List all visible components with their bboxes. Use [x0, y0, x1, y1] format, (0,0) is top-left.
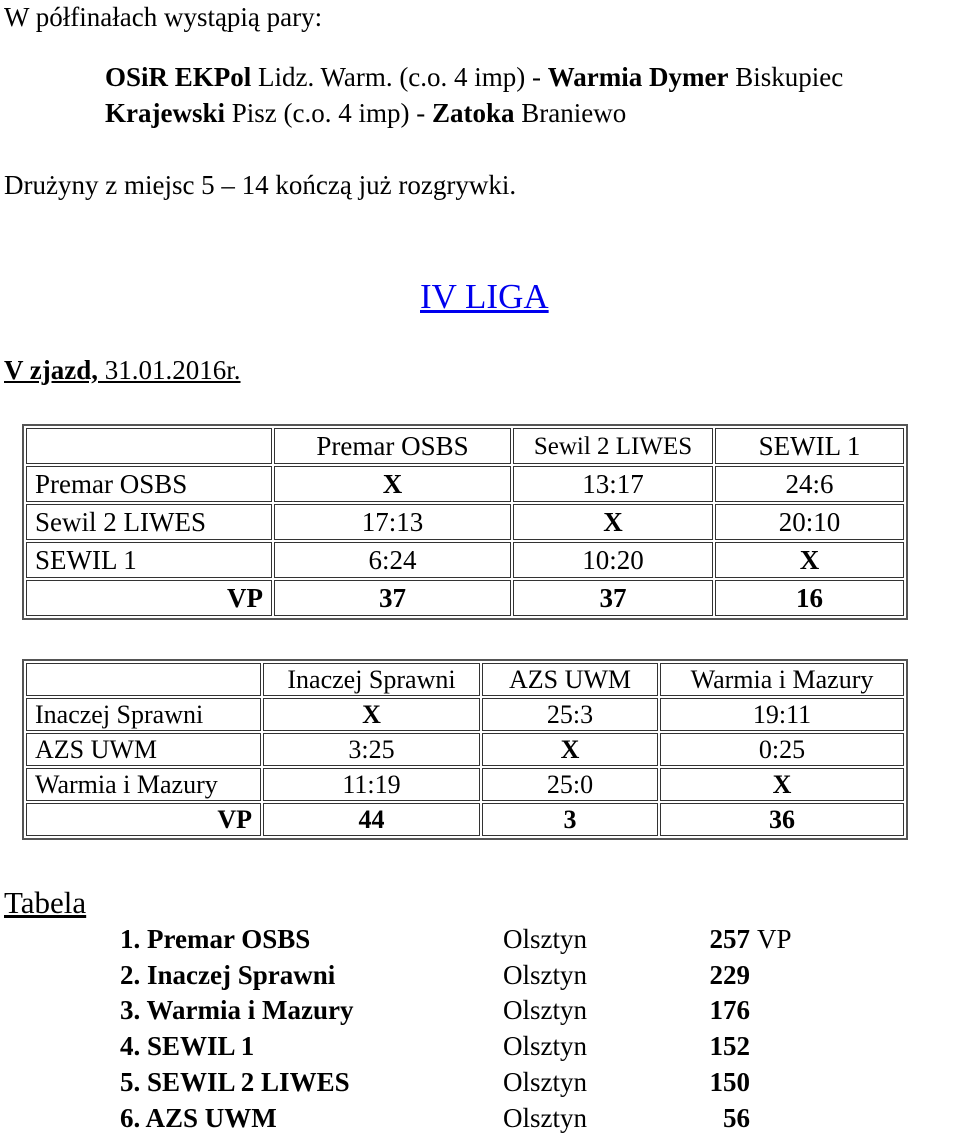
- intro-text: W półfinałach wystąpią pary:: [4, 2, 323, 32]
- team-city: Olsztyn: [503, 924, 587, 954]
- score-cell: 25:3: [482, 698, 658, 731]
- team-name: Zatoka: [431, 98, 515, 128]
- league-title-link[interactable]: IV LIGA: [420, 277, 549, 316]
- column-header: SEWIL 1: [715, 428, 904, 464]
- team-name: 5. SEWIL 2 LIWES: [120, 1066, 350, 1097]
- team-points: 152: [709, 1031, 750, 1062]
- row-header: Sewil 2 LIWES: [26, 504, 272, 540]
- points-unit: VP: [757, 924, 792, 954]
- table-header-row: [26, 663, 904, 696]
- table-row: [26, 466, 904, 502]
- team-points: 229: [709, 959, 750, 990]
- team-city: Olsztyn: [503, 1066, 587, 1097]
- column-header: Warmia i Mazury: [660, 663, 904, 696]
- session-heading: [4, 357, 241, 384]
- score-cell: 24:6: [715, 466, 904, 502]
- semifinal-pair-2: [105, 100, 626, 127]
- score-cell: 20:10: [715, 504, 904, 540]
- team-city: Olsztyn: [503, 1102, 587, 1133]
- score-cell: 11:19: [263, 768, 480, 801]
- team-detail: Braniewo: [514, 98, 627, 128]
- team-city: Olsztyn: [503, 995, 587, 1026]
- vp-row: [26, 580, 904, 616]
- vp-value: 36: [660, 803, 904, 836]
- session-date: 31.01.2016r.: [98, 355, 241, 385]
- score-cell: 25:0: [482, 768, 658, 801]
- table-row: [26, 768, 904, 801]
- table-row: [26, 504, 904, 540]
- standings-title: Tabela: [4, 885, 87, 920]
- score-cell: X: [274, 466, 511, 502]
- team-name: Warmia Dymer: [547, 62, 729, 92]
- vp-value: 3: [482, 803, 658, 836]
- vp-label: VP: [26, 580, 272, 616]
- score-cell: X: [715, 542, 904, 578]
- vp-value: 37: [274, 580, 511, 616]
- team-detail: Pisz (c.o. 4 imp) -: [224, 98, 432, 128]
- team-points: 56: [723, 1102, 750, 1133]
- table-row: [26, 698, 904, 731]
- vp-row: [26, 803, 904, 836]
- team-name: 3. Warmia i Mazury: [120, 995, 354, 1026]
- score-cell: 3:25: [263, 733, 480, 766]
- score-cell: 17:13: [274, 504, 511, 540]
- score-cell: 10:20: [513, 542, 713, 578]
- table-row: [26, 733, 904, 766]
- results-table-2: [22, 659, 908, 840]
- row-header: AZS UWM: [26, 733, 261, 766]
- score-cell: X: [660, 768, 904, 801]
- column-header: Inaczej Sprawni: [263, 663, 480, 696]
- score-cell: X: [263, 698, 480, 731]
- empty-cell: [26, 428, 272, 464]
- team-name: 1. Premar OSBS: [120, 924, 311, 954]
- note-text: Drużyny z miejsc 5 – 14 kończą już rozgrywki.: [4, 170, 517, 200]
- score-cell: X: [513, 504, 713, 540]
- team-name: 2. Inaczej Sprawni: [120, 959, 336, 990]
- row-header: SEWIL 1: [26, 542, 272, 578]
- score-cell: 6:24: [274, 542, 511, 578]
- row-header: Premar OSBS: [26, 466, 272, 502]
- team-detail: Biskupiec: [728, 62, 844, 92]
- column-header: Premar OSBS: [274, 428, 511, 464]
- table-row: [26, 542, 904, 578]
- team-detail: Lidz. Warm. (c.o. 4 imp) -: [251, 62, 548, 92]
- row-header: Inaczej Sprawni: [26, 698, 261, 731]
- team-points: 176: [709, 995, 750, 1026]
- team-name: 6. AZS UWM: [120, 1102, 277, 1133]
- score-cell: 13:17: [513, 466, 713, 502]
- results-table-1: [22, 424, 908, 620]
- column-header: Sewil 2 LIWES: [513, 428, 713, 464]
- score-cell: 0:25: [660, 733, 904, 766]
- team-city: Olsztyn: [503, 959, 587, 990]
- team-name: Krajewski: [105, 98, 225, 128]
- table-header-row: [26, 428, 904, 464]
- semifinal-pair-1: [105, 64, 843, 91]
- vp-value: 44: [263, 803, 480, 836]
- column-header: AZS UWM: [482, 663, 658, 696]
- team-city: Olsztyn: [503, 1031, 587, 1062]
- vp-value: 37: [513, 580, 713, 616]
- team-points: 150: [709, 1066, 750, 1097]
- team-name: OSiR EKPol: [105, 62, 252, 92]
- vp-value: 16: [715, 580, 904, 616]
- row-header: Warmia i Mazury: [26, 768, 261, 801]
- score-cell: 19:11: [660, 698, 904, 731]
- score-cell: X: [482, 733, 658, 766]
- empty-cell: [26, 663, 261, 696]
- vp-label: VP: [26, 803, 261, 836]
- team-name: 4. SEWIL 1: [120, 1031, 255, 1062]
- team-points: 257: [709, 924, 750, 954]
- session-label: V zjazd,: [4, 355, 98, 385]
